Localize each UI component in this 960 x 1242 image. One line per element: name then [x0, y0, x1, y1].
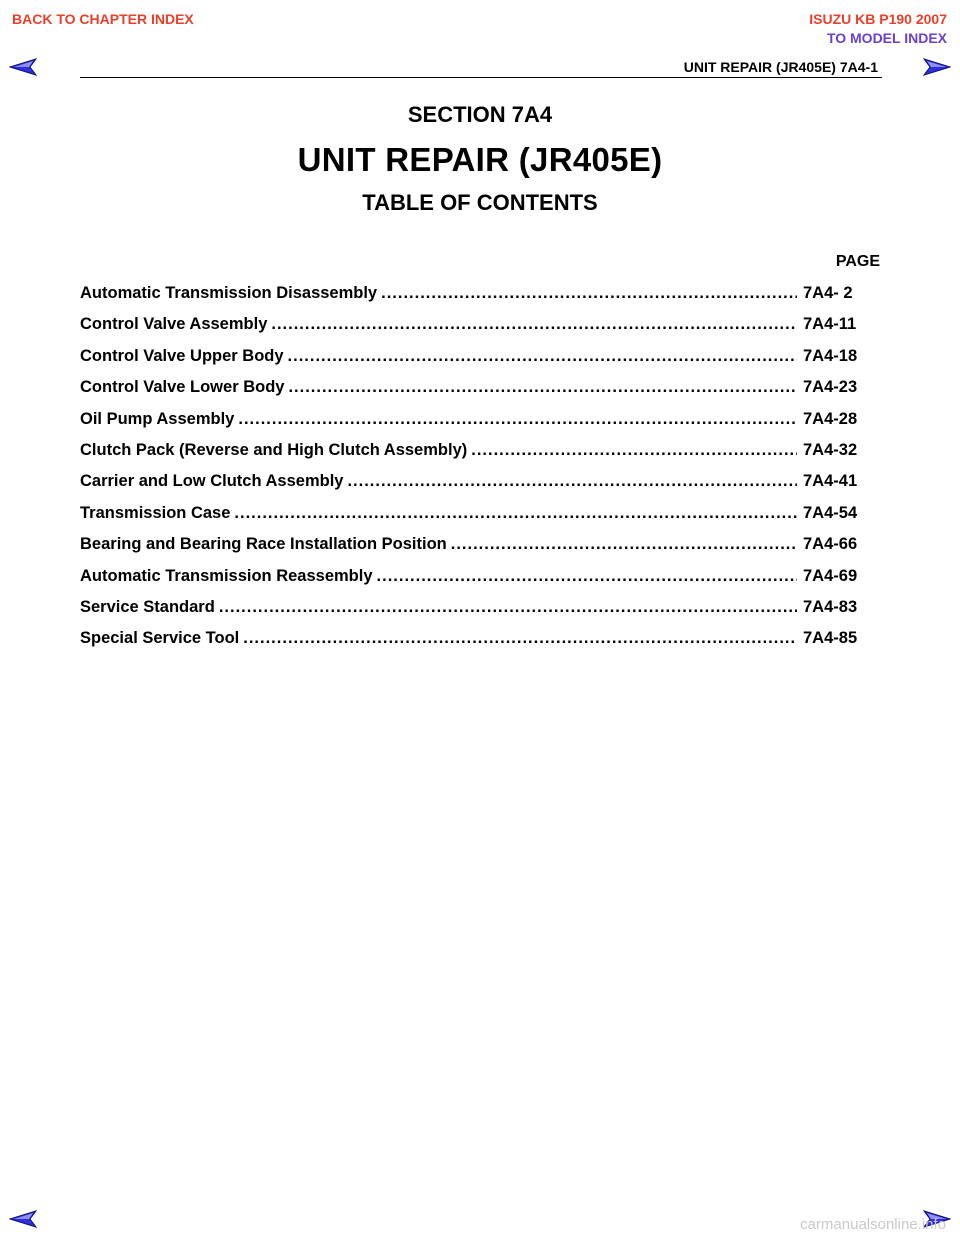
toc-entry[interactable] [80, 567, 864, 598]
watermark: carmanualsonline.info [800, 1216, 946, 1233]
toc-entry-title: Oil Pump Assembly [80, 409, 235, 428]
toc-entry-page: 7A4-66 [803, 535, 858, 554]
toc-entry-page: 7A4-83 [803, 597, 858, 616]
toc-entry-page: 7A4-69 [803, 566, 858, 585]
toc-entry[interactable] [80, 629, 864, 660]
toc-heading: TABLE OF CONTENTS [362, 190, 598, 215]
toc-dot-leader [347, 472, 797, 491]
toc-entry-title: Bearing and Bearing Race Installation Position [80, 535, 447, 554]
table-of-contents [80, 284, 864, 661]
toc-dot-leader [219, 598, 797, 617]
toc-entry-title: Transmission Case [80, 503, 231, 522]
toc-entry-title: Control Valve Upper Body [80, 346, 284, 365]
toc-entry-title: Control Valve Assembly [80, 315, 268, 334]
toc-dot-leader [381, 284, 797, 303]
page-title: UNIT REPAIR (JR405E) [297, 141, 663, 178]
toc-dot-leader [288, 347, 797, 366]
toc-entry-title: Carrier and Low Clutch Assembly [80, 472, 344, 491]
toc-entry[interactable] [80, 441, 864, 472]
toc-entry-page: 7A4-28 [803, 409, 858, 428]
toc-entry-title: Automatic Transmission Disassembly [80, 284, 378, 302]
toc-dot-leader [234, 504, 797, 523]
toc-entry[interactable] [80, 535, 864, 566]
header-divider [80, 77, 882, 78]
toc-entry-page: 7A4-85 [803, 629, 858, 648]
toc-entry-title: Automatic Transmission Reassembly [80, 566, 373, 585]
back-to-chapter-index-link[interactable]: BACK TO CHAPTER INDEX [12, 11, 194, 27]
running-header: UNIT REPAIR (JR405E) 7A4-1 [683, 59, 878, 75]
toc-entry[interactable] [80, 284, 864, 315]
toc-dot-leader [243, 629, 797, 648]
previous-page-arrow-icon[interactable] [9, 1210, 37, 1228]
toc-entry-title: Control Valve Lower Body [80, 378, 285, 397]
section-label: SECTION 7A4 [407, 102, 553, 127]
toc-entry-title: Special Service Tool [80, 629, 240, 648]
toc-dot-leader [271, 315, 797, 334]
toc-entry[interactable] [80, 315, 864, 346]
model-title: ISUZU KB P190 2007 [809, 11, 947, 27]
toc-entry-page: 7A4-11 [803, 315, 857, 334]
toc-entry[interactable] [80, 410, 864, 441]
toc-entry-page: 7A4-18 [803, 346, 858, 365]
toc-entry[interactable] [80, 347, 864, 378]
to-model-index-link[interactable]: TO MODEL INDEX [826, 30, 947, 46]
previous-page-arrow-icon[interactable] [9, 58, 37, 76]
next-page-arrow-icon[interactable] [923, 58, 951, 76]
toc-dot-leader [451, 535, 797, 554]
toc-entry[interactable] [80, 598, 864, 629]
toc-entry[interactable] [80, 378, 864, 409]
toc-entry-page: 7A4-41 [803, 472, 858, 491]
toc-entry-page: 7A4-23 [803, 378, 858, 397]
toc-entry[interactable] [80, 472, 864, 503]
toc-entry-page: 7A4-54 [803, 503, 858, 522]
toc-entry-title: Service Standard [80, 597, 215, 616]
toc-entry[interactable] [80, 504, 864, 535]
toc-dot-leader [377, 567, 797, 586]
toc-entry-page: 7A4- 2 [803, 284, 853, 302]
toc-dot-leader [288, 378, 797, 397]
toc-entry-page: 7A4-32 [803, 440, 858, 459]
page-column-label: PAGE [835, 253, 880, 270]
toc-dot-leader [471, 441, 797, 460]
toc-entry-title: Clutch Pack (Reverse and High Clutch Assembly) [80, 440, 468, 459]
toc-dot-leader [238, 410, 797, 429]
